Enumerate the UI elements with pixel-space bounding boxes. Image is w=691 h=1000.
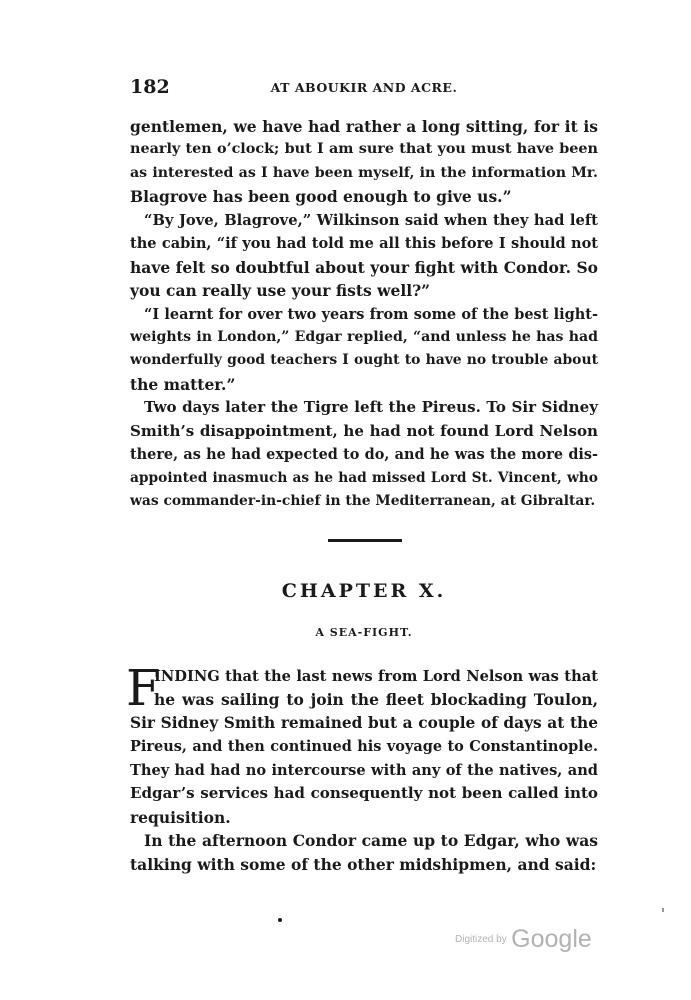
text-line: wonderfully good teachers I ought to have no trouble about — [130, 352, 598, 369]
text-line: you can really use your fists well?” — [130, 281, 431, 301]
text-line: Edgar’s services had consequently not been called into — [130, 784, 598, 803]
chapter-title: CHAPTER X. — [281, 580, 447, 602]
text-line: the cabin, “if you had told me all this before I should not — [130, 235, 598, 253]
page-number: 182 — [130, 76, 170, 98]
text-line: the matter.” — [130, 374, 236, 394]
text-line: as interested as I have been myself, in the information Mr. — [130, 164, 598, 181]
text-line: appointed inasmuch as he had missed Lord St. Vincent, who — [130, 469, 598, 486]
text-line: requisition. — [130, 807, 231, 827]
text-line: there, as he had expected to do, and he was the more dis- — [130, 446, 598, 464]
text-line: have felt so doubtful about your fight with Condor. So — [130, 257, 598, 277]
text-line: gentlemen, we have had rather a long sitting, for it is — [130, 117, 598, 136]
text-line: Blagrove has been good enough to give us.” — [130, 187, 512, 207]
running-head — [130, 76, 598, 100]
watermark-brand: Google — [511, 925, 592, 953]
text-line: nearly ten o’clock; but I am sure that you must have been — [130, 141, 598, 158]
drop-cap: F — [126, 659, 161, 717]
text-line: was commander-in-chief in the Mediterranean, at Gibraltar. — [130, 493, 596, 509]
running-title: AT ABOUKIR AND ACRE. — [270, 80, 458, 95]
text-line: Smith’s disappointment, he had not found Lord Nelson — [130, 421, 598, 440]
text-line: Sir Sidney Smith remained but a couple of days at the — [130, 713, 598, 732]
body-text-top — [130, 115, 598, 513]
text-line: “I learnt for over two years from some of the best light- — [144, 305, 598, 323]
text-line: Two days later the Tigre left the Pireus. To Sir Sidney — [144, 398, 598, 417]
text-line: “By Jove, Blagrove,” Wilkinson said when they had left — [144, 211, 598, 229]
chapter-subtitle: A SEA-FIGHT. — [315, 626, 413, 639]
text-line: talking with some of the other midshipmen, and said: — [130, 854, 597, 874]
edge-mark — [662, 908, 664, 912]
text-line: In the afternoon Condor came up to Edgar, who was — [144, 831, 598, 851]
text-line: Pireus, and then continued his voyage to Constantinople. — [130, 738, 598, 756]
text-line: he was sailing to join the fleet blockading Toulon, — [154, 690, 598, 710]
section-divider — [328, 539, 402, 542]
text-line: weights in London,” Edgar replied, “and unless he has had — [130, 328, 598, 345]
text-line: They had had no intercourse with any of the natives, and — [130, 761, 598, 779]
ink-speck — [278, 918, 282, 922]
watermark-digitized-by: Digitized by — [455, 934, 507, 945]
google-watermark — [455, 925, 592, 955]
text-line: INDING that the last news from Lord Nelson was that — [154, 668, 598, 685]
body-text-chapter — [130, 665, 598, 876]
